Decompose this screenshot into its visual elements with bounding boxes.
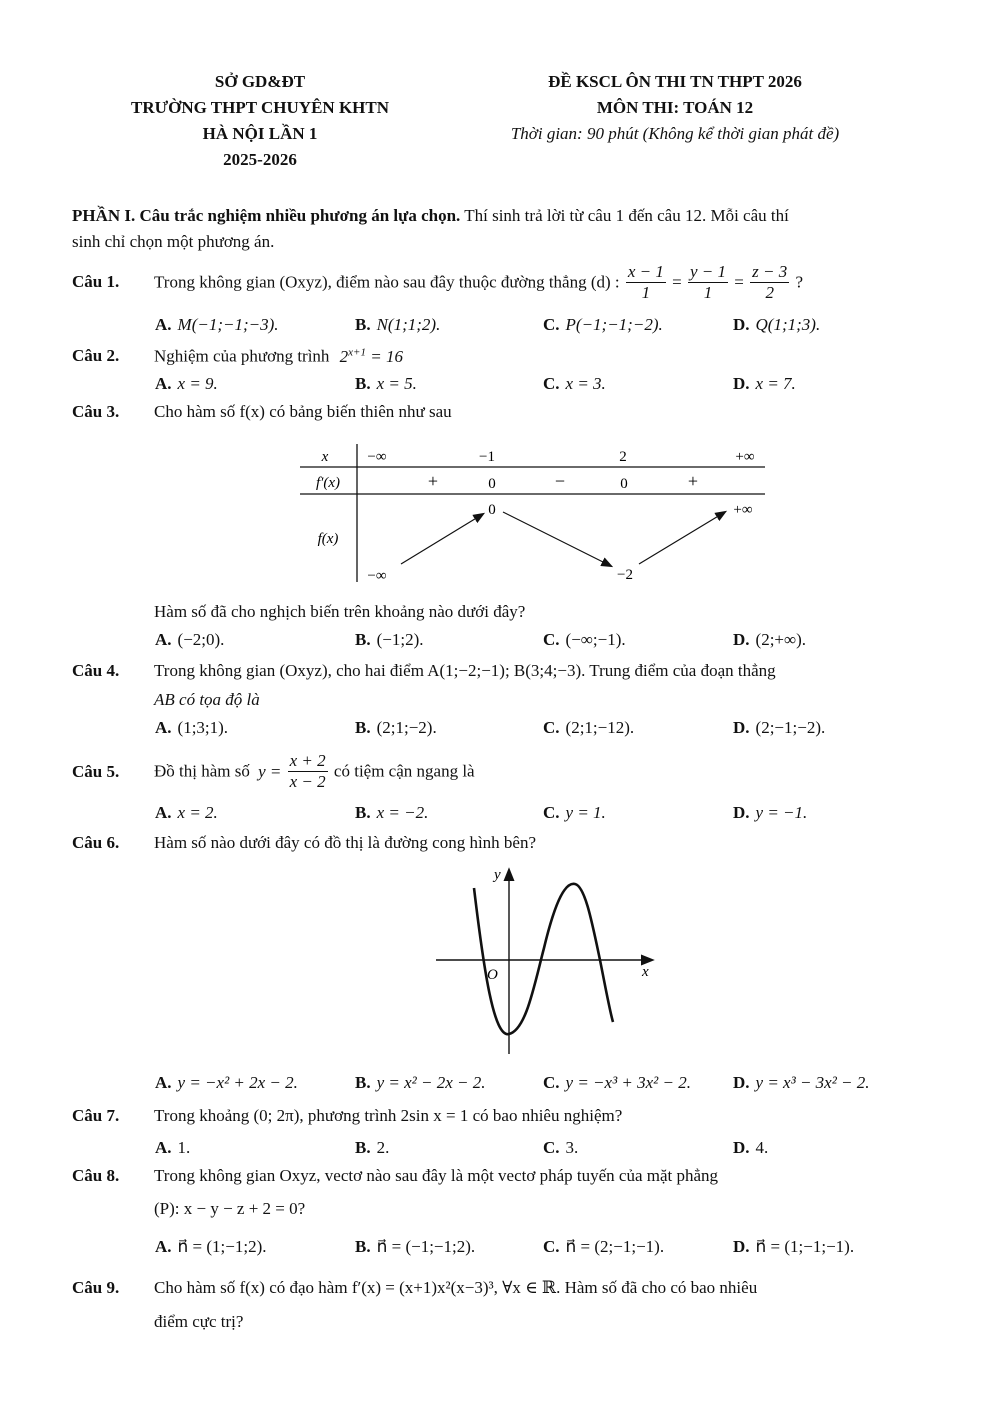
q2-text-line bbox=[154, 346, 403, 367]
q4-option-d[interactable]: D. (2;−1;−2). bbox=[733, 718, 826, 737]
q5-option-b[interactable]: B. x = −2. bbox=[355, 803, 429, 822]
q6-option-a[interactable]: A. y = −x² + 2x − 2. bbox=[155, 1073, 298, 1092]
q5-text-after: có tiệm cận ngang là bbox=[333, 761, 475, 781]
part-instruction-2: sinh chỉ chọn một phương án. bbox=[72, 232, 275, 251]
exam-subject: MÔN THI: TOÁN 12 bbox=[596, 98, 754, 117]
vt-arrow-down bbox=[503, 512, 611, 566]
q2-text: Nghiệm của phương trình bbox=[154, 346, 330, 366]
q8-text: Trong không gian Oxyz, vectơ nào sau đây là một vectơ pháp tuyến của mặt phẳng bbox=[154, 1166, 719, 1185]
q5-text: Đồ thị hàm số bbox=[154, 761, 250, 781]
q2-option-c[interactable]: C. x = 3. bbox=[543, 374, 606, 393]
graph-y-label: y bbox=[494, 867, 501, 883]
part-title-line bbox=[72, 206, 789, 226]
q6-option-b[interactable]: B. y = x² − 2x − 2. bbox=[355, 1073, 486, 1092]
q4-text: Trong không gian (Oxyz), cho hai điểm A(1;−2;−1); B(3;4;−3). Trung điểm của đoạn thẳng bbox=[154, 661, 776, 680]
exam-title: ĐỀ KSCL ÔN THI TN THPT 2026 bbox=[548, 72, 802, 91]
vt-arrow-up-2 bbox=[639, 512, 725, 564]
q1-frac-z: $\frac{z - 3}{2}$ bbox=[752, 262, 788, 302]
q8-option-c[interactable]: C. n⃗ = (2;−1;−1). bbox=[543, 1237, 665, 1256]
q5-option-d[interactable]: D. y = −1. bbox=[733, 803, 808, 822]
vt-sign-2: − bbox=[554, 471, 566, 491]
vt-arrow-up-1 bbox=[401, 514, 483, 564]
q4-option-a[interactable]: A. (1;3;1). bbox=[155, 718, 229, 737]
q3-option-d[interactable]: D. (2;+∞). bbox=[733, 630, 807, 649]
q1-option-c[interactable]: C. P(−1;−1;−2). bbox=[543, 315, 663, 334]
q3-label: Câu 3. bbox=[72, 402, 120, 421]
q5-text-line: Đồ thị hàm số y = $\frac{x + 2}{x - 2}$ có tiệm cận ngang là bbox=[154, 751, 475, 791]
vt-sign-1: + bbox=[427, 471, 439, 491]
q8-option-b[interactable]: B. n⃗ = (−1;−1;2). bbox=[355, 1237, 476, 1256]
q8-option-d[interactable]: D. n⃗ = (1;−1;−1). bbox=[733, 1237, 855, 1256]
q2-label: Câu 2. bbox=[72, 346, 120, 365]
q3-option-a[interactable]: A. (−2;0). bbox=[155, 630, 225, 649]
vt-x-pos-inf: +∞ bbox=[735, 449, 755, 465]
q1-label: Câu 1. bbox=[72, 272, 120, 291]
q1-text: Trong không gian (Oxyz), điểm nào sau đây thuộc đường thẳng (d) : bbox=[154, 272, 620, 292]
exam-time: Thời gian: 90 phút (Không kể thời gian phát đề) bbox=[510, 124, 840, 143]
vt-f-neg-inf: −∞ bbox=[367, 568, 387, 584]
q5-option-a[interactable]: A. x = 2. bbox=[155, 803, 218, 822]
q6-text: Hàm số nào dưới đây có đồ thị là đường cong hình bên? bbox=[154, 833, 537, 852]
q7-text: Trong khoảng (0; 2π), phương trình 2sin x = 1 có bao nhiêu nghiệm? bbox=[154, 1106, 623, 1125]
q2-option-b[interactable]: B. x = 5. bbox=[355, 374, 417, 393]
q2-option-d[interactable]: D. x = 7. bbox=[733, 374, 796, 393]
q3-subtext: Hàm số đã cho nghịch biến trên khoảng nào dưới đây? bbox=[154, 602, 526, 621]
graph-x-label: x bbox=[642, 964, 649, 980]
q5-fraction: $\frac{x + 2}{x - 2}$ bbox=[289, 751, 326, 791]
q1-text-line: Trong không gian (Oxyz), điểm nào sau đây thuộc đường thẳng (d) : $\frac{x - 1}{1}$ = $\frac{y - 1}{1}$ = $\frac{z - 3}{2}$ ? bbox=[154, 262, 804, 302]
q5-label: Câu 5. bbox=[72, 762, 120, 781]
q7-option-a[interactable]: A. 1. bbox=[155, 1138, 191, 1157]
q1-option-d[interactable]: D. Q(1;1;3). bbox=[733, 315, 821, 334]
q3-text: Cho hàm số f(x) có bảng biến thiên như sau bbox=[154, 402, 452, 421]
vt-x-1: −1 bbox=[479, 449, 495, 465]
q7-option-b[interactable]: B. 2. bbox=[355, 1138, 390, 1157]
q9-label: Câu 9. bbox=[72, 1278, 120, 1297]
q3-option-c[interactable]: C. (−∞;−1). bbox=[543, 630, 626, 649]
part-instruction-1: Thí sinh trả lời từ câu 1 đến câu 12. Mỗi câu thí bbox=[460, 206, 789, 225]
q7-label: Câu 7. bbox=[72, 1106, 120, 1125]
q8-option-a[interactable]: A. n⃗ = (1;−1;2). bbox=[155, 1237, 267, 1256]
part-title: PHẦN I. Câu trắc nghiệm nhiều phương án lựa chọn. bbox=[72, 206, 461, 225]
q4-text-2: AB có tọa độ là bbox=[154, 690, 260, 709]
q1-option-b[interactable]: B. N(1;1;2). bbox=[355, 315, 441, 334]
vt-f-max: 0 bbox=[488, 502, 496, 518]
q6-option-c[interactable]: C. y = −x³ + 3x² − 2. bbox=[543, 1073, 691, 1092]
q5-option-c[interactable]: C. y = 1. bbox=[543, 803, 606, 822]
q1-frac-x: $\frac{x - 1}{1}$ bbox=[627, 262, 664, 302]
q1-option-a[interactable]: A. M(−1;−1;−3). bbox=[155, 315, 279, 334]
graph-origin-label: O bbox=[487, 967, 498, 983]
q6-label: Câu 6. bbox=[72, 833, 120, 852]
header-year: 2025-2026 bbox=[223, 150, 297, 169]
function-graph bbox=[430, 862, 660, 1058]
header-round: HÀ NỘI LẦN 1 bbox=[202, 124, 318, 143]
q8-text-2: (P): x − y − z + 2 = 0? bbox=[154, 1199, 306, 1218]
header-school: TRƯỜNG THPT CHUYÊN KHTN bbox=[130, 98, 390, 117]
q3-option-b[interactable]: B. (−1;2). bbox=[355, 630, 424, 649]
q7-option-c[interactable]: C. 3. bbox=[543, 1138, 579, 1157]
vt-sign-3: + bbox=[687, 471, 699, 491]
q4-option-b[interactable]: B. (2;1;−2). bbox=[355, 718, 437, 737]
vt-x-neg-inf: −∞ bbox=[367, 449, 387, 465]
vt-x-2: 2 bbox=[619, 449, 627, 465]
vt-label-x: x bbox=[321, 449, 329, 465]
q4-label: Câu 4. bbox=[72, 661, 120, 680]
q1-frac-y: $\frac{y - 1}{1}$ bbox=[690, 262, 727, 302]
vt-label-fprime: f′(x) bbox=[315, 475, 341, 491]
q2-equation: $2^{x+1} = 16$ bbox=[339, 346, 403, 366]
graph-curve bbox=[474, 884, 613, 1034]
q7-option-d[interactable]: D. 4. bbox=[733, 1138, 769, 1157]
vt-f-pos-inf: +∞ bbox=[733, 502, 753, 518]
q8-label: Câu 8. bbox=[72, 1166, 120, 1185]
vt-f-min: −2 bbox=[617, 567, 633, 583]
variation-table bbox=[295, 442, 775, 592]
q6-option-d[interactable]: D. y = x³ − 3x² − 2. bbox=[733, 1073, 870, 1092]
vt-zero-2: 0 bbox=[620, 476, 628, 492]
q9-text-2: điểm cực trị? bbox=[154, 1312, 244, 1331]
q4-option-c[interactable]: C. (2;1;−12). bbox=[543, 718, 635, 737]
header-dept: SỞ GD&ĐT bbox=[214, 72, 306, 91]
q9-text: Cho hàm số f(x) có đạo hàm f′(x) = (x+1)x²(x−3)³, ∀x ∈ ℝ. Hàm số đã cho có bao nhiêu bbox=[154, 1278, 758, 1297]
q2-option-a[interactable]: A. x = 9. bbox=[155, 374, 218, 393]
vt-label-f: f(x) bbox=[317, 531, 339, 547]
vt-zero-1: 0 bbox=[488, 476, 496, 492]
